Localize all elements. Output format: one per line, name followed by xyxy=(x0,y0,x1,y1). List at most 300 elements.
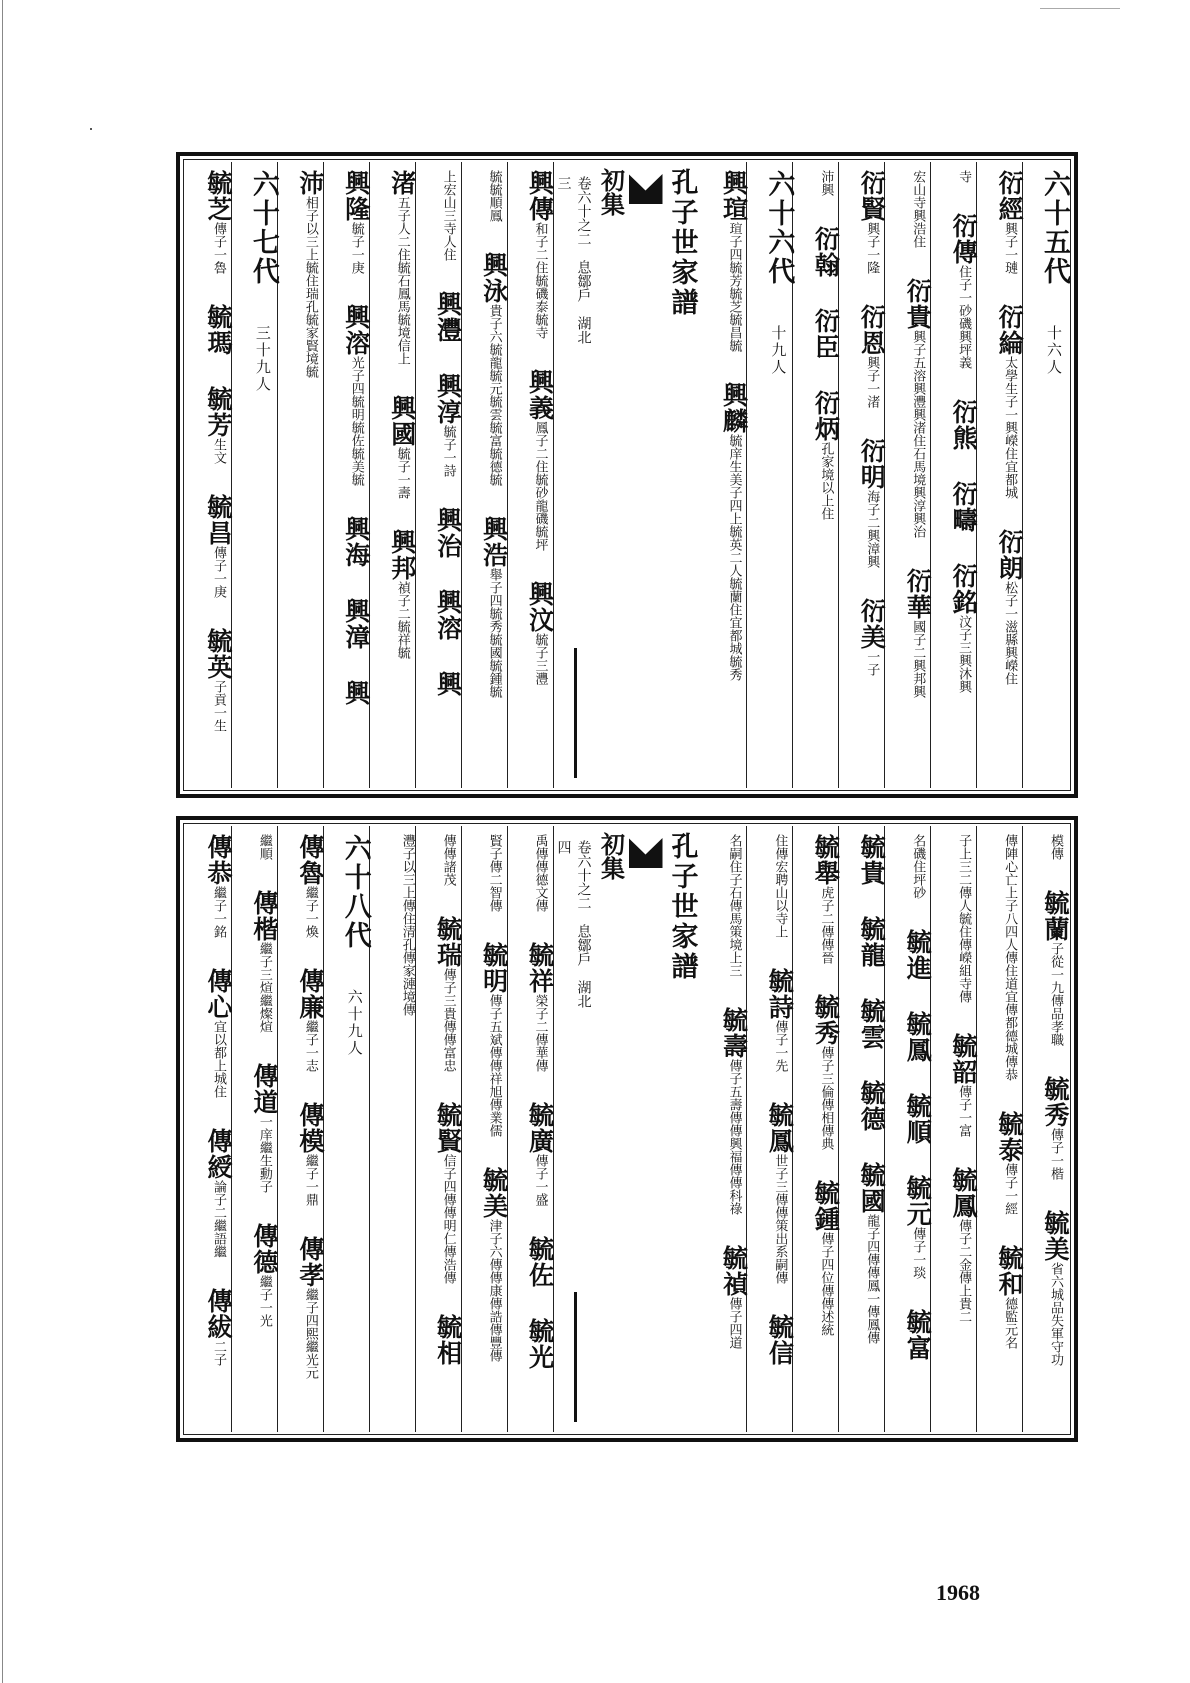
person-name: 興 xyxy=(433,671,463,697)
genealogy-entry xyxy=(857,170,887,290)
person-name: 傳楷 xyxy=(249,890,279,942)
folio-number: 三 xyxy=(555,176,572,190)
text-column xyxy=(930,162,979,788)
text-column xyxy=(976,826,1025,1432)
annotation-note: 一子 xyxy=(864,650,880,676)
text-column xyxy=(415,162,461,788)
generation-label: 六十七代 xyxy=(247,170,279,286)
person-name: 興溶 xyxy=(341,304,371,356)
genealogy-entry xyxy=(531,834,550,928)
annotation-note: 和子二住毓磯泰毓寺 xyxy=(532,222,548,339)
annotation-note: 灃子以三上傳住清孔傳家漣境傳 xyxy=(399,834,415,1016)
generation-label: 六十五代 xyxy=(1039,170,1070,286)
genealogy-entry xyxy=(903,1175,933,1295)
genealogy-entry xyxy=(203,968,233,1114)
lower-page-panel xyxy=(176,816,1078,1442)
person-name: 興麟 xyxy=(719,382,749,434)
edition-label: 初集 xyxy=(596,832,626,880)
annotation-note: 德監元名 xyxy=(1002,1297,1018,1349)
genealogy-entry xyxy=(954,834,973,1019)
person-name: 衍臣 xyxy=(811,308,841,360)
text-column xyxy=(461,826,507,1432)
annotation-note: 傳子一經 xyxy=(1002,1163,1018,1215)
generation-count: 十六人 xyxy=(1045,325,1063,376)
genealogy-entry xyxy=(857,1080,887,1148)
annotation-note: 傳子一盛 xyxy=(532,1154,548,1206)
genealogy-entry xyxy=(765,1314,795,1382)
person-name: 衍傳 xyxy=(949,213,979,265)
person-name: 毓鳳 xyxy=(765,1102,795,1154)
genealogy-entry xyxy=(903,1093,933,1161)
person-name: 毓美 xyxy=(479,1167,509,1219)
text-column xyxy=(231,826,277,1432)
annotation-note: 子貢一生 xyxy=(210,680,226,732)
text-column xyxy=(884,162,933,788)
annotation-note: 龍子四傳傳鳳一傳鳳傳 xyxy=(864,1214,880,1344)
text-column xyxy=(746,162,795,788)
genealogy-entry xyxy=(203,1288,233,1382)
generation-count: 六十九人 xyxy=(345,989,364,1057)
text-column xyxy=(792,826,841,1432)
fish-tail-mark-icon xyxy=(629,174,663,204)
genealogy-entry xyxy=(439,834,458,902)
text-column xyxy=(323,826,369,1432)
genealogy-entry xyxy=(857,598,887,692)
person-name: 傳道 xyxy=(249,1063,279,1115)
annotation-note: 相子以三上毓住瑞孔毓家賢境毓 xyxy=(302,196,318,378)
person-name: 毓富 xyxy=(903,1309,933,1361)
annotation-note: 傳子一琰 xyxy=(910,1227,926,1279)
genealogy-entry xyxy=(811,390,841,536)
genealogy-entry xyxy=(995,529,1025,701)
genealogy-entry xyxy=(525,1236,555,1304)
person-name: 衍炳 xyxy=(811,390,841,442)
genealogy-entry xyxy=(398,834,417,1032)
text-column xyxy=(186,826,231,1432)
person-name: 毓佐 xyxy=(525,1236,555,1288)
text-column xyxy=(415,826,461,1432)
person-name: 衍華 xyxy=(903,568,933,620)
genealogy-entry xyxy=(1041,1076,1070,1196)
person-name: 衍賢 xyxy=(857,170,887,222)
genealogy-entry xyxy=(255,834,274,876)
annotation-note: 名磯住坪砂 xyxy=(910,834,926,899)
genealogy-entry xyxy=(249,1223,279,1343)
person-name: 毓貴 xyxy=(857,834,887,886)
genealogy-entry xyxy=(203,170,233,290)
genealogy-entry xyxy=(341,680,371,722)
person-name: 興隆 xyxy=(341,170,371,222)
genealogy-entry xyxy=(719,382,749,697)
genealogy-entry xyxy=(857,916,887,984)
annotation-note: 汶子三興沐興 xyxy=(956,615,972,693)
person-name: 沛 xyxy=(295,170,325,196)
person-name: 衍綸 xyxy=(995,304,1025,356)
person-name: 興溶 xyxy=(433,589,463,641)
person-name: 衍明 xyxy=(857,438,887,490)
generation-label: 六十八代 xyxy=(339,834,371,950)
person-name: 毓詩 xyxy=(765,968,795,1020)
genealogy-entry xyxy=(387,170,417,381)
genealogy-entry xyxy=(295,1102,325,1222)
person-name: 毓英 xyxy=(203,628,233,680)
annotation-note: 住子一砂磯興坪義 xyxy=(956,265,972,369)
genealogy-entry xyxy=(811,1180,841,1352)
text-column xyxy=(231,162,277,788)
annotation-note: 省六城品失軍守功 xyxy=(1048,1262,1063,1366)
branch-name: 息鄒戶 xyxy=(575,924,592,966)
person-name: 毓進 xyxy=(903,929,933,981)
annotation-note: 上宏山三寺人住 xyxy=(440,170,456,261)
text-column xyxy=(461,162,507,788)
annotation-note: 傳子一先 xyxy=(772,1020,788,1072)
annotation-note: 傳子五壽傳傳興福傳傳科祿 xyxy=(726,1059,742,1215)
fish-tail-mark-icon xyxy=(629,838,663,868)
genealogy-entry xyxy=(433,589,463,657)
annotation-note: 傳子二金傳上貴二 xyxy=(956,1219,972,1323)
text-column xyxy=(792,162,841,788)
text-column xyxy=(186,162,231,788)
person-name: 毓韶 xyxy=(949,1033,979,1085)
person-name: 毓芝 xyxy=(203,170,233,222)
person-name: 毓鍾 xyxy=(811,1180,841,1232)
person-name: 興汶 xyxy=(525,581,555,633)
person-name: 傳廉 xyxy=(295,968,325,1020)
annotation-note: 繼子四熙繼光元 xyxy=(302,1288,318,1379)
person-name: 毓賢 xyxy=(433,1102,463,1154)
text-column xyxy=(702,162,747,788)
genealogy-entry xyxy=(949,1167,979,1339)
person-name: 興浩 xyxy=(479,516,509,568)
genealogy-entry xyxy=(479,942,509,1153)
text-column xyxy=(884,826,933,1432)
annotation-note: 住傳宏聘山以寺上 xyxy=(772,834,788,938)
person-name: 毓光 xyxy=(525,1318,555,1370)
annotation-note: 世子三傳傳策出系嗣傳 xyxy=(772,1154,788,1284)
annotation-note: 五子人二住毓石鳳馬毓境信上 xyxy=(394,196,410,365)
volume-number: 卷六十之二 xyxy=(575,840,592,910)
person-name: 興淳 xyxy=(433,373,463,425)
genealogy-entry xyxy=(949,1033,979,1153)
annotation-note: 傳子一富 xyxy=(956,1085,972,1137)
annotation-note: 宜以都上城住 xyxy=(210,1020,226,1098)
genealogy-entry xyxy=(995,170,1025,290)
genealogy-entry xyxy=(1041,1210,1070,1382)
person-name: 毓相 xyxy=(433,1314,463,1366)
volume-label xyxy=(574,840,594,1432)
genealogy-entry xyxy=(341,304,371,502)
person-name: 衍恩 xyxy=(857,304,887,356)
genealogy-entry xyxy=(811,834,841,980)
annotation-note: 傳子四位傳傳述統 xyxy=(818,1232,834,1336)
genealogy-entry xyxy=(954,170,973,199)
genealogy-entry xyxy=(439,170,458,277)
person-name: 毓壽 xyxy=(719,1007,749,1059)
annotation-note: 毓子一壽 xyxy=(394,447,410,499)
text-column xyxy=(323,162,369,788)
genealogy-entry xyxy=(485,170,504,238)
annotation-note: 舉子四毓秀毓國毓鍾毓 xyxy=(486,568,502,698)
scan-edge-line xyxy=(2,0,3,1683)
annotation-note: 一庠繼生勳子 xyxy=(256,1115,272,1193)
annotation-note: 繼子三煊繼燦煊 xyxy=(256,942,272,1033)
annotation-note: 論子二繼語繼 xyxy=(210,1180,226,1258)
person-name: 衍朗 xyxy=(995,529,1025,581)
person-name: 衍翰 xyxy=(811,226,841,278)
genealogy-entry xyxy=(525,170,555,355)
genealogy-entry xyxy=(765,968,795,1088)
genealogy-entry xyxy=(203,386,233,480)
annotation-note: 津子六傳傳康傳誥傳豐傳 xyxy=(486,1219,502,1362)
person-name: 毓信 xyxy=(765,1314,795,1366)
genealogy-entry xyxy=(485,834,504,928)
annotation-note: 傳子一魯 xyxy=(210,222,226,274)
genealogy-entry xyxy=(908,834,927,915)
genealogy-entry xyxy=(295,170,325,394)
genealogy-entry xyxy=(295,1236,325,1395)
person-name: 毓順 xyxy=(903,1093,933,1145)
annotation-note: 子從一九傳品孝職 xyxy=(1048,942,1063,1046)
text-column xyxy=(369,826,415,1432)
genealogy-entry xyxy=(857,438,887,584)
person-name: 衍疇 xyxy=(949,481,979,533)
annotation-note: 沛興 xyxy=(818,170,834,196)
lower-columns xyxy=(186,826,1068,1432)
folio-number: 四 xyxy=(555,840,572,854)
genealogy-entry xyxy=(770,834,789,954)
generation-count: 十九人 xyxy=(769,325,788,376)
lower-center-gutter xyxy=(553,826,702,1432)
genealogy-entry xyxy=(995,1245,1025,1365)
text-column xyxy=(277,826,323,1432)
genealogy-entry xyxy=(903,1309,933,1377)
genealogy-entry xyxy=(525,581,555,701)
genealogy-entry xyxy=(525,1318,555,1386)
person-name: 衍熊 xyxy=(949,399,979,451)
annotation-note: 毓子一詩 xyxy=(440,425,456,477)
genealogy-entry xyxy=(811,226,841,294)
text-column xyxy=(702,826,747,1432)
person-name: 毓龍 xyxy=(857,916,887,968)
text-column xyxy=(277,162,323,788)
annotation-note: 傳子三倫傳相傳典 xyxy=(818,1046,834,1150)
upper-columns xyxy=(186,162,1068,788)
person-name: 興治 xyxy=(433,507,463,559)
person-name: 毓國 xyxy=(857,1162,887,1214)
annotation-note: 傳子四道 xyxy=(726,1297,742,1349)
genealogy-entry xyxy=(341,516,371,584)
person-name: 興傳 xyxy=(525,170,555,222)
person-name: 毓鳳 xyxy=(949,1167,979,1219)
genealogy-entry xyxy=(203,834,233,954)
text-column xyxy=(838,162,887,788)
annotation-note: 國子二興邦興 xyxy=(910,620,926,698)
genealogy-entry xyxy=(765,1102,795,1300)
genealogy-entry xyxy=(724,834,743,993)
genealogy-entry xyxy=(903,278,933,554)
genealogy-entry xyxy=(811,308,841,376)
annotation-note: 貴子六毓龍毓元毓雲毓富毓德毓 xyxy=(486,304,502,486)
branch-name: 息鄒戶 xyxy=(575,260,592,302)
genealogy-entry xyxy=(479,516,509,714)
genealogy-entry xyxy=(811,994,841,1166)
annotation-note: 興子一璉 xyxy=(1002,222,1018,274)
annotation-note: 傳子一楷 xyxy=(1048,1128,1063,1180)
genealogy-entry xyxy=(295,968,325,1088)
annotation-note: 繼子一光 xyxy=(256,1275,272,1327)
person-name: 衍經 xyxy=(995,170,1025,222)
person-name: 興泳 xyxy=(479,252,509,304)
genealogy-entry xyxy=(525,369,555,567)
annotation-note: 二子 xyxy=(210,1340,226,1366)
person-name: 衍美 xyxy=(857,598,887,650)
book-title: 孔子世家譜 xyxy=(666,832,698,982)
genealogy-entry xyxy=(995,304,1025,515)
person-name: 毓舉 xyxy=(811,834,841,886)
genealogy-entry xyxy=(816,170,835,212)
genealogy-entry xyxy=(341,598,371,666)
gutter-rule xyxy=(574,648,577,778)
genealogy-entry xyxy=(387,395,417,515)
genealogy-entry xyxy=(525,1102,555,1222)
person-name: 毓美 xyxy=(1041,1210,1070,1262)
person-name: 興國 xyxy=(387,395,417,447)
person-name: 興義 xyxy=(525,369,555,421)
annotation-note: 繼子一鼎 xyxy=(302,1154,318,1206)
generation-count: 三十九人 xyxy=(253,325,272,393)
genealogy-entry xyxy=(433,1314,463,1382)
generation-label: 六十六代 xyxy=(763,170,795,286)
annotation-note: 興子五溶興灃興渚住石馬境興淳興治 xyxy=(910,330,926,538)
genealogy-entry xyxy=(433,291,463,359)
genealogy-entry xyxy=(949,563,979,709)
genealogy-entry xyxy=(903,1011,933,1079)
genealogy-entry xyxy=(908,170,927,264)
person-name: 毓泰 xyxy=(995,1111,1025,1163)
annotation-note: 興子一渚 xyxy=(864,356,880,408)
annotation-note: 毓庠生美子四上毓英二人毓蘭住宜都城毓秀 xyxy=(726,434,742,681)
genealogy-entry xyxy=(295,834,325,954)
genealogy-entry xyxy=(203,1128,233,1274)
genealogy-entry xyxy=(857,1162,887,1360)
scan-dot xyxy=(90,128,92,130)
genealogy-entry xyxy=(719,1007,749,1231)
genealogy-entry xyxy=(857,834,887,902)
annotation-note: 繼子一煥 xyxy=(302,886,318,938)
annotation-note: 賢子傳二智傳 xyxy=(486,834,502,912)
annotation-note: 寺 xyxy=(956,170,972,183)
annotation-note: 禹傳傳德文傳 xyxy=(532,834,548,912)
annotation-note: 毓子三灃 xyxy=(532,633,548,685)
generation-heading xyxy=(248,170,279,393)
person-name: 衍貴 xyxy=(903,278,933,330)
genealogy-entry xyxy=(249,890,279,1049)
text-column xyxy=(976,162,1025,788)
scan-top-mark xyxy=(1040,8,1120,9)
genealogy-entry xyxy=(949,399,979,467)
annotation-note: 興子一隆 xyxy=(864,222,880,274)
region-name: 湖北 xyxy=(575,316,592,344)
annotation-note: 松子一滋縣興嶸住 xyxy=(1002,581,1018,685)
person-name: 毓秀 xyxy=(1041,1076,1070,1128)
genealogy-entry xyxy=(479,1167,509,1378)
annotation-note: 虎子二傳傳晉 xyxy=(818,886,834,964)
genealogy-entry xyxy=(203,304,233,372)
genealogy-entry xyxy=(433,1102,463,1300)
genealogy-entry xyxy=(249,1063,279,1209)
generation-heading xyxy=(340,834,371,1057)
annotation-note: 傳子一庚 xyxy=(210,546,226,598)
annotation-note: 毓毓順鳳 xyxy=(486,170,502,222)
person-name: 傳心 xyxy=(203,968,233,1020)
text-column xyxy=(369,162,415,788)
text-column xyxy=(1022,826,1068,1432)
person-name: 毓瑪 xyxy=(203,304,233,356)
genealogy-entry xyxy=(949,481,979,549)
text-column xyxy=(838,826,887,1432)
genealogy-entry xyxy=(1046,834,1065,876)
annotation-note: 子上三二傳人毓住傳嶸組寺傳 xyxy=(956,834,972,1003)
annotation-note: 傳子三貴傳傳富忠 xyxy=(440,968,456,1072)
genealogy-entry xyxy=(387,529,417,675)
annotation-note: 鳳子二住毓砂龍磯毓坪 xyxy=(532,421,548,551)
person-name: 傳恭 xyxy=(203,834,233,886)
person-name: 傳魯 xyxy=(295,834,325,886)
person-name: 毓廣 xyxy=(525,1102,555,1154)
person-name: 毓祥 xyxy=(525,942,555,994)
person-name: 毓雲 xyxy=(857,998,887,1050)
genealogy-entry xyxy=(1000,834,1019,1097)
person-name: 傳模 xyxy=(295,1102,325,1154)
annotation-note: 傳陣心亡上子八四人傳住道宜傳都德城傳恭 xyxy=(1002,834,1018,1081)
annotation-note: 名嗣住子石傳馬策境上三 xyxy=(726,834,742,977)
annotation-note: 繼順 xyxy=(256,834,272,860)
person-name: 傳孝 xyxy=(295,1236,325,1288)
annotation-note: 瑄子四毓芳毓芝毓昌毓 xyxy=(726,222,742,352)
person-name: 興灃 xyxy=(433,291,463,343)
annotation-note: 傳子五斌傳傳祥旭傳業儒 xyxy=(486,994,502,1137)
person-name: 毓秀 xyxy=(811,994,841,1046)
person-name: 毓芳 xyxy=(203,386,233,438)
annotation-note: 繼子一銘 xyxy=(210,886,226,938)
book-title: 孔子世家譜 xyxy=(666,168,698,318)
annotation-note: 海子二興漳興 xyxy=(864,490,880,568)
person-name: 興 xyxy=(341,680,371,706)
text-column xyxy=(1022,162,1068,788)
genealogy-entry xyxy=(719,170,749,368)
annotation-note: 光子四毓明毓佐毓美毓 xyxy=(348,356,364,486)
genealogy-entry xyxy=(433,373,463,493)
person-name: 毓元 xyxy=(903,1175,933,1227)
genealogy-entry xyxy=(525,942,555,1088)
text-column xyxy=(746,826,795,1432)
genealogy-entry xyxy=(433,671,463,713)
generation-heading xyxy=(1039,170,1070,376)
person-name: 傳德 xyxy=(249,1223,279,1275)
genealogy-entry xyxy=(903,929,933,997)
text-column xyxy=(507,162,553,788)
person-name: 毓德 xyxy=(857,1080,887,1132)
genealogy-entry xyxy=(995,1111,1025,1231)
annotation-note: 繼子一志 xyxy=(302,1020,318,1072)
genealogy-entry xyxy=(433,507,463,575)
text-column xyxy=(930,826,979,1432)
person-name: 興邦 xyxy=(387,529,417,581)
person-name: 傳綬 xyxy=(203,1128,233,1180)
person-name: 興瑄 xyxy=(719,170,749,222)
genealogy-entry xyxy=(857,304,887,424)
annotation-note: 太學生子一興嶸住宜都城 xyxy=(1002,356,1018,499)
